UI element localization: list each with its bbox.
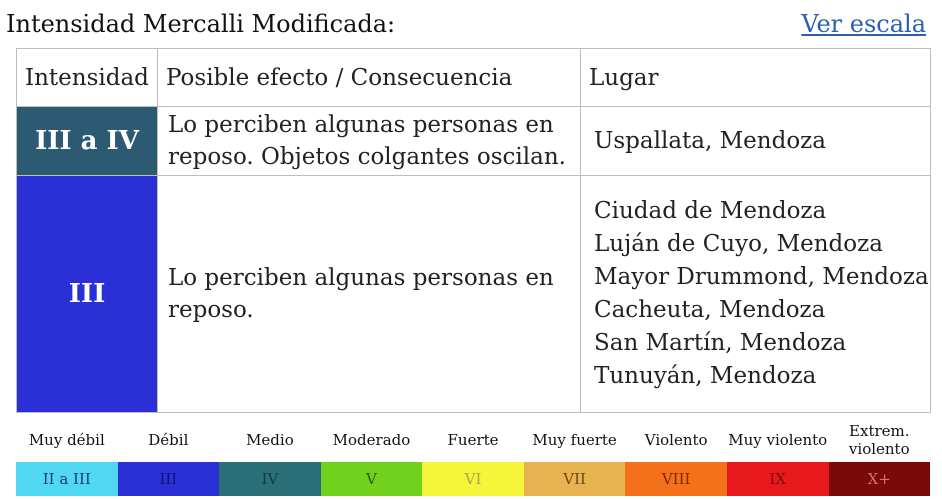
place-cell <box>581 107 931 176</box>
intensity-level-cell: III <box>17 176 158 413</box>
scale-segment: VI <box>422 462 524 496</box>
scale-label: Violento <box>644 431 708 449</box>
place-item: Mayor Drummond, Mendoza <box>594 264 929 290</box>
scale-label: Muy violento <box>728 431 828 449</box>
intensity-scale-legend <box>16 420 930 496</box>
scale-label: Muy fuerte <box>532 431 617 449</box>
place-item: San Martín, Mendoza <box>594 330 847 356</box>
table-header-row <box>17 49 931 107</box>
place-item: Tunuyán, Mendoza <box>594 363 817 389</box>
scale-segment: VIII <box>625 462 727 496</box>
header <box>0 0 942 46</box>
scale-segment: X+ <box>829 462 931 496</box>
place-cell <box>581 176 931 413</box>
page-title: Intensidad Mercalli Modificada: <box>6 10 396 38</box>
column-header-intensity: Intensidad <box>17 49 158 107</box>
scale-color-bar <box>16 462 930 496</box>
scale-label: Moderado <box>332 431 411 449</box>
effect-cell: Lo perciben algunas personas en reposo. Objetos colgantes oscilan. <box>158 107 581 176</box>
scale-segment: IV <box>219 462 321 496</box>
scale-label: Débil <box>148 431 189 449</box>
scale-segment: II a III <box>16 462 118 496</box>
table-row <box>17 107 931 176</box>
intensity-table <box>16 48 931 413</box>
effect-cell: Lo perciben algunas personas en reposo. <box>158 176 581 413</box>
scale-segment: III <box>118 462 220 496</box>
scale-label: Extrem. violento <box>848 422 910 458</box>
place-item: Uspallata, Mendoza <box>594 127 826 154</box>
scale-segment: VII <box>524 462 626 496</box>
place-item: Cacheuta, Mendoza <box>594 297 826 323</box>
column-header-place: Lugar <box>581 49 931 107</box>
intensity-level-cell: III a IV <box>17 107 158 176</box>
scale-segment: IX <box>727 462 829 496</box>
scale-label: Fuerte <box>447 431 499 449</box>
column-header-effect: Posible efecto / Consecuencia <box>158 49 581 107</box>
place-item: Luján de Cuyo, Mendoza <box>594 231 883 257</box>
scale-labels <box>16 420 930 460</box>
table-row <box>17 176 931 413</box>
view-scale-link[interactable]: Ver escala <box>801 10 926 38</box>
scale-segment: V <box>321 462 423 496</box>
scale-label: Medio <box>246 431 294 449</box>
scale-label: Muy débil <box>28 431 105 449</box>
place-item: Ciudad de Mendoza <box>594 198 827 224</box>
